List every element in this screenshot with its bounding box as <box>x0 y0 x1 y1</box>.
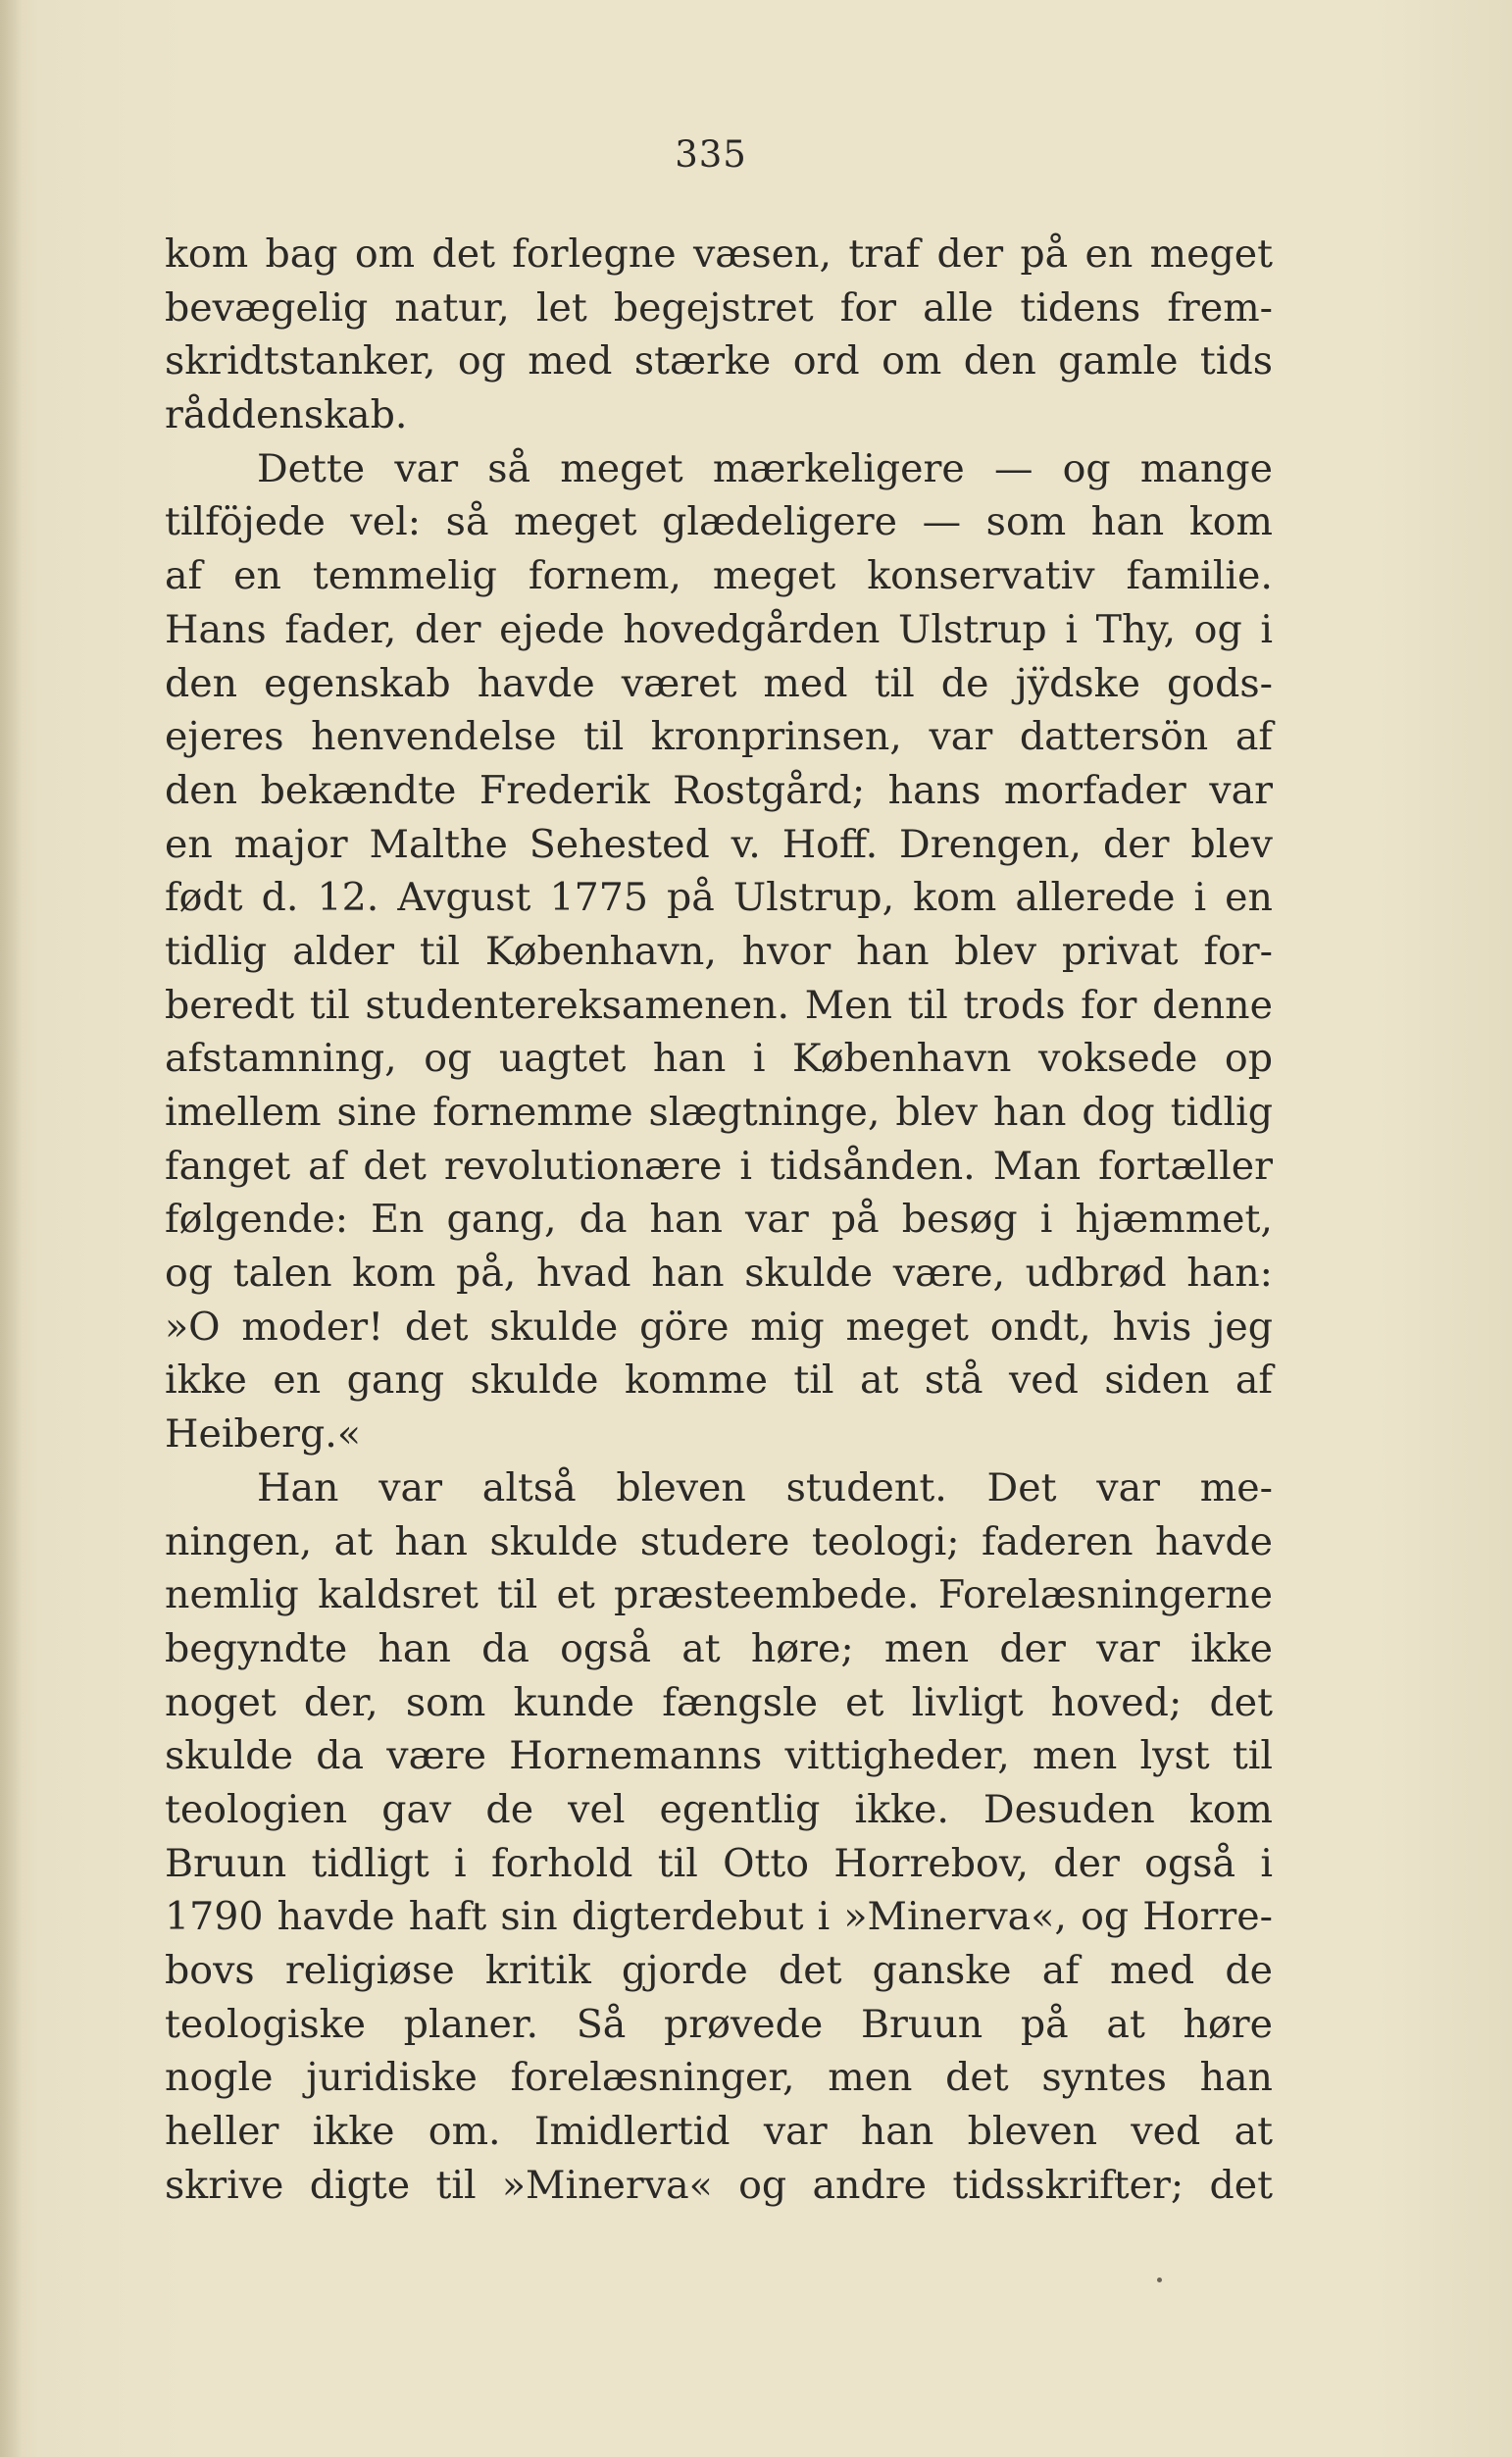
text-line: den bekændte Frederik Rostgård; hans morfader var <box>165 767 1273 813</box>
page-number: 335 <box>675 133 747 176</box>
text-line: den egenskab havde været med til de jÿdske gods- <box>165 660 1273 706</box>
text-line: 1790 havde haft sin digterdebut i »Minerva«, og Horre- <box>165 1894 1273 1940</box>
text-line: nemlig kaldsret til et præsteembede. Forelæsningerne <box>165 1572 1273 1618</box>
text-line: imellem sine fornemme slægtninge, blev han dog tidlig <box>165 1090 1273 1135</box>
text-line: ningen, at han skulde studere teologi; faderen havde <box>165 1518 1273 1564</box>
text-line: begyndte han da også at høre; men der var ikke <box>165 1625 1273 1671</box>
text-line: afstamning, og uagtet han i København voksede op <box>165 1036 1273 1082</box>
text-line: heller ikke om. Imidlertid var han bleven ved at <box>165 2109 1273 2155</box>
text-line: født d. 12. Avgust 1775 på Ulstrup, kom allerede i en <box>165 875 1273 921</box>
text-line: tilföjede vel: så meget glædeligere — som han kom <box>165 499 1273 545</box>
text-line: teologien gav de vel egentlig ikke. Desuden kom <box>165 1786 1273 1832</box>
text-line: fanget af det revolutionære i tidsånden. Man fortæller <box>165 1143 1273 1189</box>
text-line: Dette var så meget mærkeligere — og mange <box>257 445 1273 491</box>
text-line: skulde da være Hornemanns vittigheder, men lyst til <box>165 1733 1273 1779</box>
text-line: Han var altså bleven student. Det var me- <box>257 1464 1273 1510</box>
text-line: bovs religiøse kritik gjorde det ganske af med de <box>165 1948 1273 1993</box>
text-line: følgende: En gang, da han var på besøg i hjæmmet, <box>165 1197 1273 1243</box>
text-line: noget der, som kunde fængsle et livligt hoved; det <box>165 1679 1273 1725</box>
text-line: skrive digte til »Minerva« og andre tidsskrifter; det <box>165 2162 1273 2208</box>
text-line: Bruun tidligt i forhold til Otto Horrebov, der også i <box>165 1840 1273 1886</box>
print-speck <box>1157 2278 1162 2282</box>
text-line: råddenskab. <box>165 392 408 438</box>
text-line: Heiberg.« <box>165 1411 362 1458</box>
body-text <box>165 228 1273 2212</box>
text-line: nogle juridiske forelæsninger, men det syntes han <box>165 2055 1273 2101</box>
text-line: en major Malthe Sehested v. Hoff. Drengen, der blev <box>165 821 1273 867</box>
text-line: teologiske planer. Så prøvede Bruun på at høre <box>165 2001 1273 2047</box>
text-line: beredt til studentereksamenen. Men til trods for denne <box>165 982 1273 1028</box>
text-line: Hans fader, der ejede hovedgården Ulstrup i Thy, og i <box>165 606 1273 652</box>
binding-shadow <box>0 0 22 2457</box>
text-line: ikke en gang skulde komme til at stå ved siden af <box>165 1357 1273 1404</box>
text-line: skridtstanker, og med stærke ord om den gamle tids <box>165 338 1273 384</box>
text-line: kom bag om det forlegne væsen, traf der på en meget <box>165 231 1273 277</box>
text-line: af en temmelig fornem, meget konservativ familie. <box>165 553 1273 599</box>
text-line: »O moder! det skulde göre mig meget ondt, hvis jeg <box>165 1304 1273 1350</box>
text-line: og talen kom på, hvad han skulde være, udbrød han: <box>165 1251 1273 1297</box>
text-line: tidlig alder til København, hvor han blev privat for- <box>165 928 1273 974</box>
text-line: bevægelig natur, let begejstret for alle tidens frem- <box>165 284 1273 331</box>
text-line: ejeres henvendelse til kronprinsen, var dattersön af <box>165 714 1273 760</box>
